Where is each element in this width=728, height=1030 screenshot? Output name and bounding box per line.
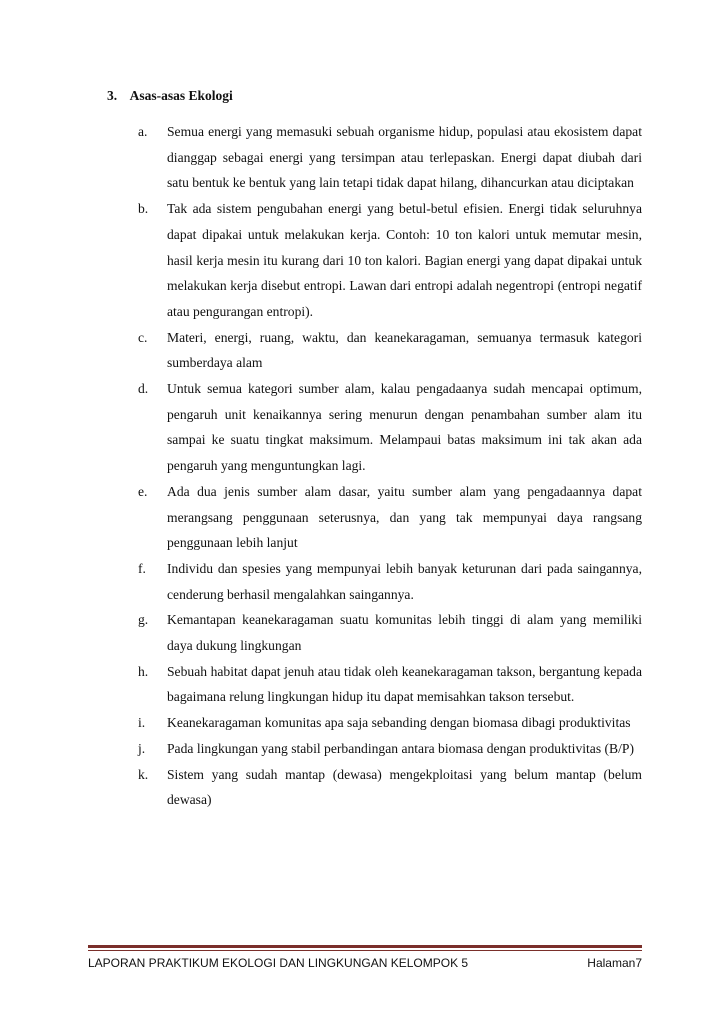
principles-list bbox=[138, 119, 642, 813]
list-marker: a. bbox=[138, 124, 148, 139]
section-number: 3. bbox=[107, 88, 118, 103]
list-text: Keanekaragaman komunitas apa saja sebanding dengan biomasa dibagi produktivitas bbox=[167, 715, 631, 731]
list-text: Ada dua jenis sumber alam dasar, yaitu sumber alam yang pengadaannya dapat merangsang penggunaan seterusnya, dan yang tak mempunyai daya rangsang penggunaan lebih lanjut bbox=[167, 483, 642, 551]
list-item bbox=[138, 119, 642, 196]
list-item bbox=[138, 762, 642, 813]
list-text: Kemantapan keanekaragaman suatu komunitas lebih tinggi di alam yang memiliki daya dukung lingkungan bbox=[167, 612, 642, 654]
list-text: Sebuah habitat dapat jenuh atau tidak oleh keanekaragaman takson, bergantung kepada bagaimana relung lingkungan hidup itu dapat memisahkan takson tersebut. bbox=[167, 663, 642, 705]
list-item bbox=[138, 196, 642, 325]
list-marker: d. bbox=[138, 381, 149, 397]
list-text: Materi, energi, ruang, waktu, dan keanekaragaman, semuanya termasuk kategori sumberdaya alam bbox=[167, 329, 642, 371]
list-text: Semua energi yang memasuki sebuah organisme hidup, populasi atau ekosistem dapat dianggap sebagai energi yang tersimpan atau terlepaskan. Energi dapat diubah dari satu bentuk ke bentuk yang lain tetapi tidak dapat hilang, dihancurkan atau diciptakan bbox=[167, 124, 642, 191]
list-item bbox=[138, 376, 642, 479]
list-marker: j. bbox=[138, 740, 146, 756]
footer-divider-thick bbox=[88, 945, 642, 948]
list-marker: b. bbox=[138, 201, 149, 217]
list-marker: f. bbox=[138, 560, 146, 576]
list-marker: k. bbox=[138, 766, 149, 782]
page-footer bbox=[88, 956, 642, 970]
list-marker: i. bbox=[138, 715, 146, 731]
list-text: Tak ada sistem pengubahan energi yang betul-betul efisien. Energi tidak seluruhnya dapat dipakai untuk melakukan kerja. Contoh: 10 ton kalori untuk memutar mesin, hasil kerja mesin itu kurang dari 10 ton kalori. Bagian energi yang dapat dipakai untuk melakukan kerja disebut entropi. Lawan dari entropi adalah negentropi (entropi negatif atau pengurangan entropi). bbox=[167, 201, 642, 319]
list-item bbox=[138, 736, 642, 762]
list-marker: e. bbox=[138, 483, 148, 499]
list-marker: g. bbox=[138, 612, 149, 628]
section-heading bbox=[107, 88, 233, 104]
list-text: Sistem yang sudah mantap (dewasa) mengekploitasi yang belum mantap (belum dewasa) bbox=[167, 766, 642, 808]
list-item bbox=[138, 325, 642, 376]
list-item bbox=[138, 556, 642, 607]
footer-page-number: Halaman7 bbox=[587, 956, 642, 970]
list-marker: h. bbox=[138, 663, 149, 679]
list-item bbox=[138, 710, 642, 736]
footer-divider-thin bbox=[88, 950, 642, 951]
list-text: Individu dan spesies yang mempunyai lebih banyak keturunan dari pada saingannya, cenderung berhasil mengalahkan saingannya. bbox=[167, 560, 642, 602]
list-marker: c. bbox=[138, 329, 148, 345]
section-title: Asas-asas Ekologi bbox=[129, 88, 233, 103]
list-item bbox=[138, 659, 642, 710]
footer-report-title: LAPORAN PRAKTIKUM EKOLOGI DAN LINGKUNGAN KELOMPOK 5 bbox=[88, 956, 469, 970]
list-text: Pada lingkungan yang stabil perbandingan antara biomasa dengan produktivitas (B/P) bbox=[167, 740, 634, 756]
list-text: Untuk semua kategori sumber alam, kalau pengadaanya sudah mencapai optimum, pengaruh unit kenaikannya sering menurun dengan penambahan sumber alam itu sampai ke suatu tingkat maksimum. Melampaui batas maksimum ini tak akan ada pengaruh yang menguntungkan lagi. bbox=[167, 381, 642, 474]
list-item bbox=[138, 479, 642, 556]
list-item bbox=[138, 607, 642, 658]
